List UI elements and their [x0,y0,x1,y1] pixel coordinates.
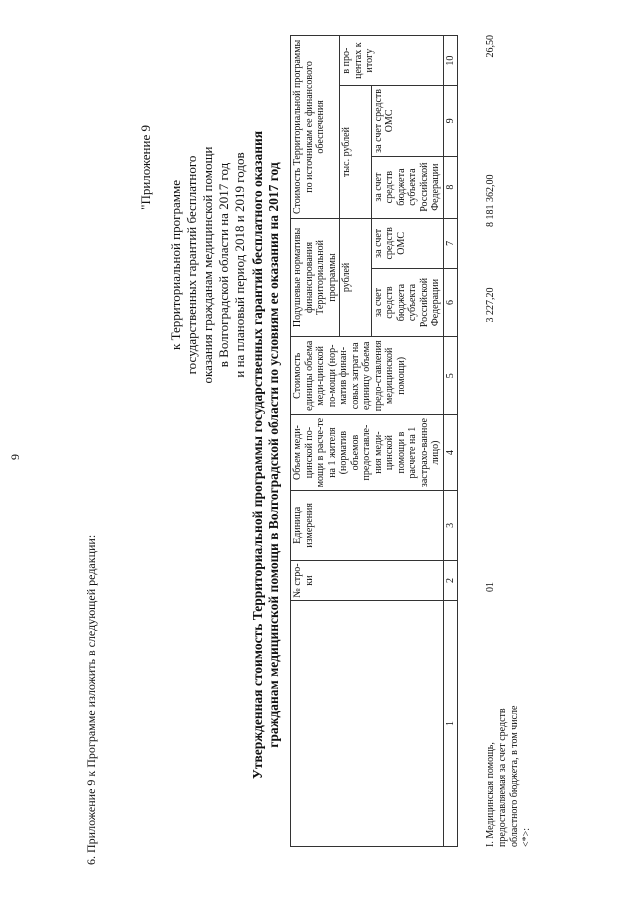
appendix-line: государственных гарантий бесплатного [184,155,199,375]
header-row-number: № стро-ки [291,560,444,600]
percent-of-total: 26,50 [485,35,496,58]
intro-text: 6. Приложение 9 к Программе изложить в следующей редакции: [84,534,98,865]
row-label: I. Медицинская помощь, предоставляемая за счет средств областного бюджета, в том числе <*>: [485,705,532,847]
appendix-line: оказания гражданам медицинской помощи [200,146,215,384]
header-oms: за счет средств ОМС [371,86,443,156]
table-caption [250,45,282,865]
appendix-line: в Волгоградской области на 2017 год [216,162,231,368]
page-number: 9 [8,454,22,460]
column-number: 1 [443,601,458,847]
caption-line: Утвержденная стоимость Территориальной программы государственных гарантий бесплатного оказания [250,130,265,780]
cost-table [290,35,458,847]
appendix-header [138,85,248,445]
cost-budget: 8 181 362,00 [485,174,496,227]
header-sources: Стоимость Территориальной программы по источникам ее финансового обеспечения [291,36,340,219]
header-oms: за счет средств ОМС [371,218,443,268]
header-percent: в про-центах к итогу [340,36,444,86]
header-unit: Единица измерения [291,490,444,560]
header-rubles: рублей [340,218,372,336]
row-number: 01 [485,582,496,592]
column-number: 10 [443,36,458,86]
header-per-capita-norms: Подушевые нормативы финансирования Территориальной программы [291,218,340,336]
header-budget: за счет средств бюджета субъекта Российской Федерации [371,156,443,218]
per-capita-budget: 3 227,20 [485,287,496,323]
column-number: 2 [443,560,458,600]
header-thousand-rubles: тыс. рублей [340,86,372,218]
appendix-title: "Приложение 9 [138,125,153,210]
appendix-line: и на плановый период 2018 и 2019 годов [232,152,247,378]
column-number: 6 [443,268,458,336]
column-number: 4 [443,415,458,490]
header-volume: Объем меди-цинской по-мощи в расче-те на 1 жителя (норматив объемов предоставле-ния меди-цинской помощи в расчете на 1 застрахо-ванное лицо) [291,415,444,490]
appendix-line: к Территориальной программе [168,180,183,350]
header-empty [291,601,444,847]
column-number: 7 [443,218,458,268]
column-number: 3 [443,490,458,560]
caption-line: гражданам медицинской помощи в Волгоградской области по условиям ее оказания на 2017 год [266,162,281,748]
column-number: 5 [443,337,458,415]
header-unit-cost: Стоимость единицы объема меди-цинской по-мощи (нор-матив финан-совых затрат на единицу объема предо-ставления медицинской помощи) [291,337,444,415]
column-number: 8 [443,156,458,218]
column-number: 9 [443,86,458,156]
header-budget: за счет средств бюджета субъекта Российской Федерации [371,268,443,336]
